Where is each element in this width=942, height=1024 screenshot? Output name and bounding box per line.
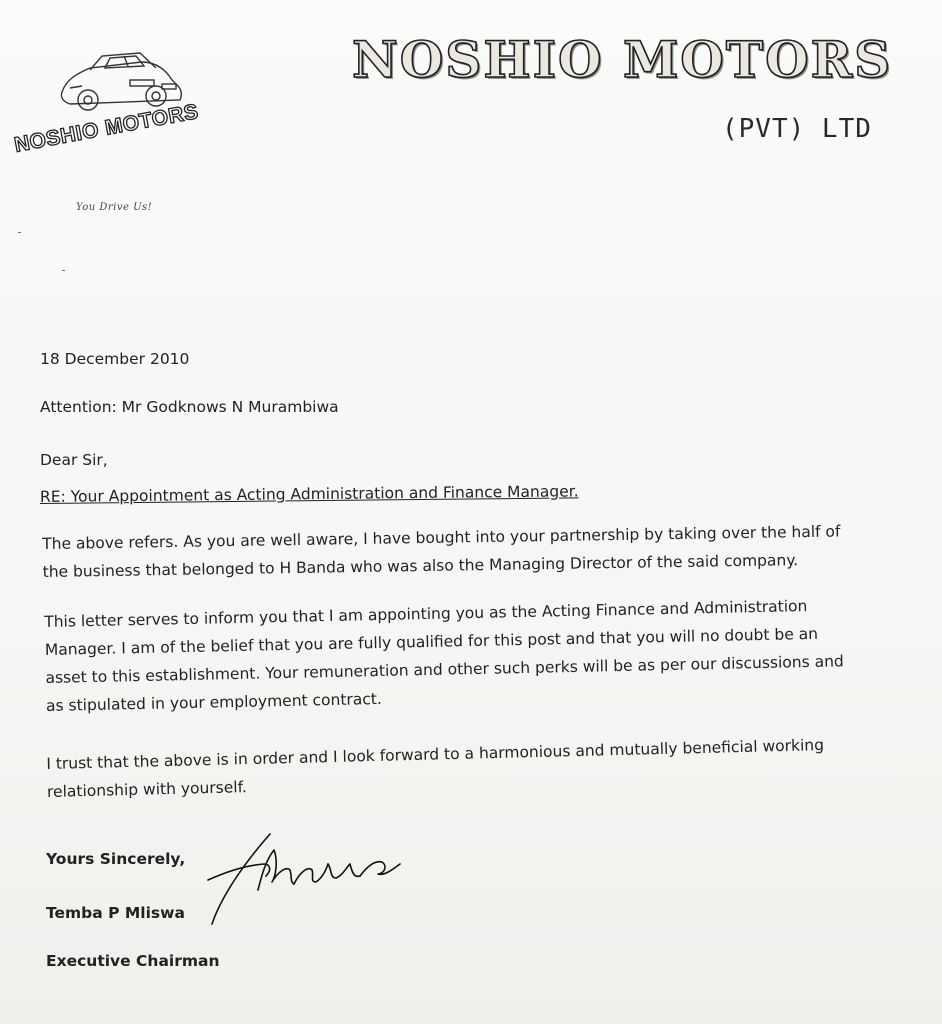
attention-line: Attention: Mr Godknows N Murambiwa	[40, 398, 339, 416]
salutation: Dear Sir,	[40, 451, 108, 469]
paragraph-line: I trust that the above is in order and I look forward to a harmonious and mutually beneficial working	[46, 735, 825, 773]
paragraph-line: asset to this establishment. Your remuneration and other such perks will be as per our discussions and	[45, 652, 844, 687]
subject-line: RE: Your Appointment as Acting Administration and Finance Manager.	[39, 482, 579, 506]
signer-title: Executive Chairman	[46, 952, 220, 970]
paragraph-line: the business that belonged to H Banda who was also the Managing Director of the said company.	[42, 551, 799, 581]
signature-image	[200, 820, 420, 930]
company-name: NOSHIO MOTORS	[352, 30, 893, 89]
paragraph-2	[44, 591, 845, 720]
car-icon	[61, 53, 181, 110]
tagline: You Drive Us!	[76, 202, 153, 213]
company-logo	[10, 40, 240, 165]
paragraph-line: as stipulated in your employment contract.	[45, 689, 383, 715]
paragraph-line: This letter serves to inform you that I am appointing you as the Acting Finance and Administration	[44, 597, 808, 631]
paragraph-1	[42, 517, 841, 586]
paragraph-line: relationship with yourself.	[46, 778, 248, 801]
paragraph-line: Manager. I am of the belief that you are fully qualified for this post and that you will no doubt be an	[44, 624, 819, 659]
closing: Yours Sincerely,	[46, 850, 186, 868]
company-suffix: (PVT) LTD	[722, 114, 872, 144]
paragraph-line: The above refers. As you are well aware, I have bought into your partnership by taking over the half of	[42, 522, 841, 553]
logo-text: NOSHIO MOTORS	[12, 100, 201, 157]
letter-date: 18 December 2010	[40, 350, 190, 368]
signer-name: Temba P Mliswa	[46, 904, 185, 922]
paragraph-3	[46, 731, 825, 806]
